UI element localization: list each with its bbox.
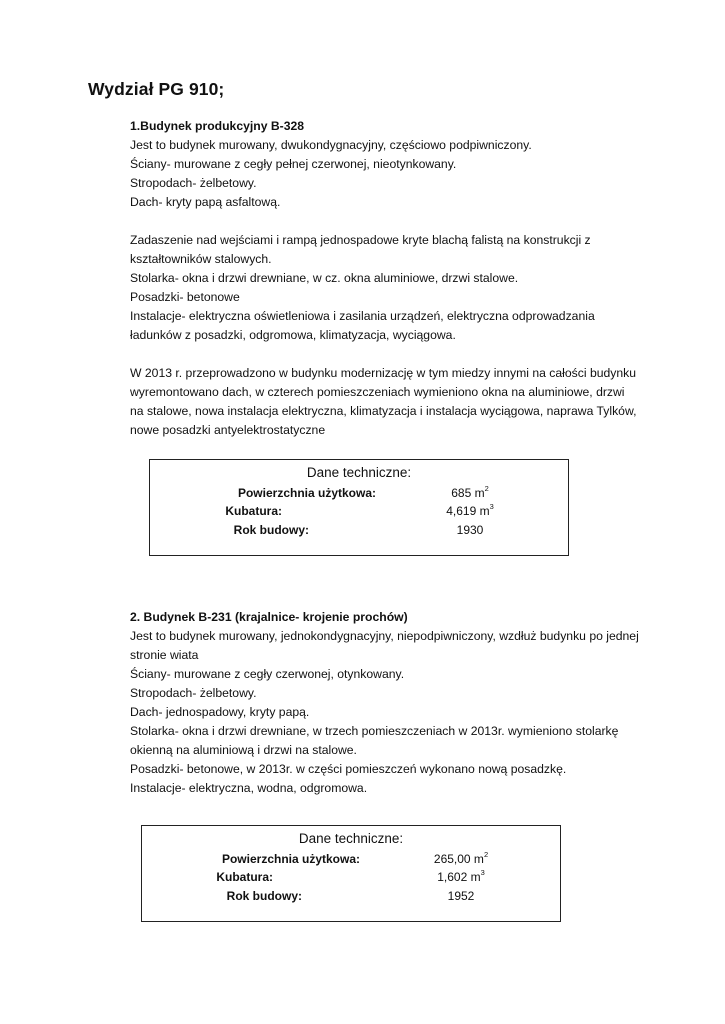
volume-unit-exponent: 3	[480, 868, 485, 877]
text-line: Posadzki- betonowe, w 2013r. w części pomieszczeń wykonano nową posadzkę.	[130, 762, 567, 776]
text-line: Ściany- murowane z cegły pełnej czerwonej, nieotynkowany.	[130, 157, 457, 171]
text-line: Instalacje- elektryczna oświetleniowa i zasilania urządzeń, elektryczna odprowadzania ładunków z posadzki, odgromowa, klimatyzacja, wyciągowa.	[130, 309, 595, 342]
text-line: Instalacje- elektryczna, wodna, odgromowa.	[130, 781, 368, 795]
text-line: Posadzki- betonowe	[130, 290, 240, 304]
text-line: Stolarka- okna i drzwi drewniane, w trzech pomieszczeniach w 2013r. wymieniono stolarkę okienną na aluminiową i drzwi na stalowe.	[130, 724, 619, 757]
area-value: 685 $m^2$	[451, 484, 489, 500]
tech-data-box-2	[141, 825, 561, 922]
text-line: W 2013 r. przeprowadzono w budynku modernizację w tym miedzy innymi na całości budynku wyremontowano dach, w czterech pomieszczeniach wymieniono okna na aluminiowe, drzwi na stalowe, nowa instalacja elektryczna, klimatyzacja i instalacja wyciągowa, naprawa Tylków, nowe posadzki antyelektrostatyczne	[130, 366, 637, 437]
text-line: Zadaszenie nad wejściami i rampą jednospadowe kryte blachą falistą na konstrukcji z kształtowników stalowych.	[130, 233, 591, 266]
building-section-1	[130, 117, 640, 440]
tech-row-year	[142, 889, 560, 907]
tech-data-title: Dane techniczne:	[306, 465, 412, 480]
year-label: Rok budowy:	[226, 889, 302, 903]
text-line: Jest to budynek murowany, dwukondygnacyjny, częściowo podpiwniczony.	[130, 138, 532, 152]
section-heading: 1.Budynek produkcyjny B-328	[130, 119, 305, 133]
area-value: 265,00 $m^2$	[433, 850, 489, 866]
section-heading: 2. Budynek B-231 (krajalnice- krojenie prochów)	[130, 610, 408, 624]
building-section-2	[130, 608, 640, 798]
volume-value: 4,619 $m^3$	[446, 502, 494, 518]
text-line: Stropodach- żelbetowy.	[130, 176, 257, 190]
area-unit-exponent: 2	[483, 850, 489, 859]
text-line: Dach- jednospadowy, kryty papą.	[130, 705, 310, 719]
tech-row-area	[150, 486, 568, 504]
area-unit-exponent: 2	[484, 484, 489, 493]
tech-data-title: Dane techniczne:	[298, 831, 404, 846]
tech-row-area	[142, 852, 560, 870]
area-label: Powierzchnia użytkowa:	[237, 486, 376, 500]
volume-label: Kubatura:	[216, 870, 273, 884]
page-title: Wydział PG 910;	[88, 79, 225, 99]
year-value: 1952	[447, 889, 475, 903]
volume-value: 1,602 $m^3$	[437, 868, 485, 884]
text-line: Dach- kryty papą asfaltową.	[130, 195, 281, 209]
year-value: 1930	[456, 523, 484, 537]
tech-row-year	[150, 523, 568, 541]
volume-label: Kubatura:	[225, 504, 282, 518]
text-line: Stropodach- żelbetowy.	[130, 686, 257, 700]
tech-row-volume	[142, 870, 560, 888]
text-line: Stolarka- okna i drzwi drewniane, w cz. okna aluminiowe, drzwi stalowe.	[130, 271, 519, 285]
tech-data-box-1	[149, 459, 569, 556]
tech-row-volume	[150, 504, 568, 522]
text-line: Ściany- murowane z cegły czerwonej, otynkowany.	[130, 667, 405, 681]
year-label: Rok budowy:	[233, 523, 309, 537]
volume-unit-exponent: 3	[489, 502, 494, 511]
text-line: Jest to budynek murowany, jednokondygnacyjny, niepodpiwniczony, wzdłuż budynku po jednej stronie wiata	[130, 629, 639, 662]
area-label: Powierzchnia użytkowa:	[221, 852, 360, 866]
